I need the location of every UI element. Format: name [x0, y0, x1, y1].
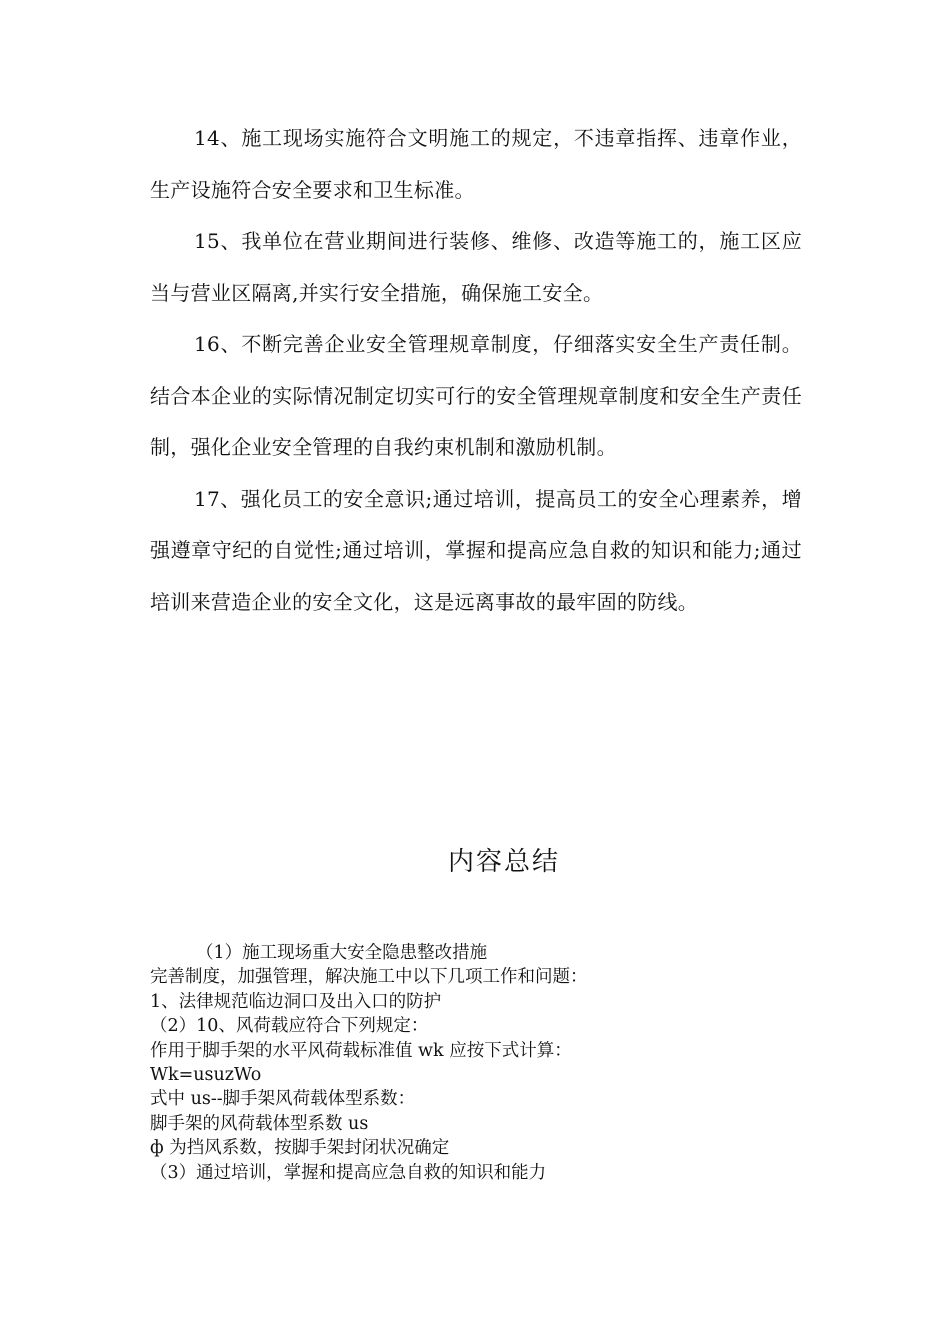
summary-block	[150, 941, 850, 1185]
summary-line: Wk=usuzWo	[150, 1065, 262, 1086]
paragraph-16: 16、不断完善企业安全管理规章制度，仔细落实安全生产责任制。结合本企业的实际情况制定切实可行的安全管理规章制度和安全生产责任制，强化企业安全管理的自我约束机制和激励机制。	[150, 332, 802, 459]
paragraph-15: 15、我单位在营业期间进行装修、维修、改造等施工的，施工区应当与营业区隔离,并实行安全措施，确保施工安全。	[150, 229, 802, 305]
summary-line: （2）10、风荷载应符合下列规定：	[150, 1016, 429, 1037]
summary-line: ф 为挡风系数，按脚手架封闭状况确定	[150, 1138, 450, 1159]
summary-line: 式中 us--脚手架风荷载体型系数：	[150, 1089, 416, 1110]
summary-line: 1、法律规范临边洞口及出入口的防护	[150, 991, 442, 1012]
summary-line: 作用于脚手架的水平风荷载标准值 wk 应按下式计算：	[150, 1040, 572, 1061]
paragraph-17: 17、强化员工的安全意识;通过培训，提高员工的安全心理素养，增强遵章守纪的自觉性;通过培训，掌握和提高应急自救的知识和能力;通过培训来营造企业的安全文化，这是远离事故的最牢固的防线。	[150, 486, 802, 614]
summary-line: 脚手架的风荷载体型系数 us	[150, 1113, 369, 1134]
summary-line: （1）施工现场重大安全隐患整改措施	[196, 943, 488, 963]
summary-line: 完善制度，加强管理，解决施工中以下几项工作和问题：	[150, 967, 588, 988]
body-text	[150, 113, 802, 628]
paragraph-14: 14、施工现场实施符合文明施工的规定，不违章指挥、违章作业，生产设施符合安全要求和卫生标准。	[150, 126, 802, 202]
summary-line: （3）通过培训，掌握和提高应急自救的知识和能力	[150, 1162, 547, 1183]
summary-title: 内容总结	[447, 847, 560, 877]
